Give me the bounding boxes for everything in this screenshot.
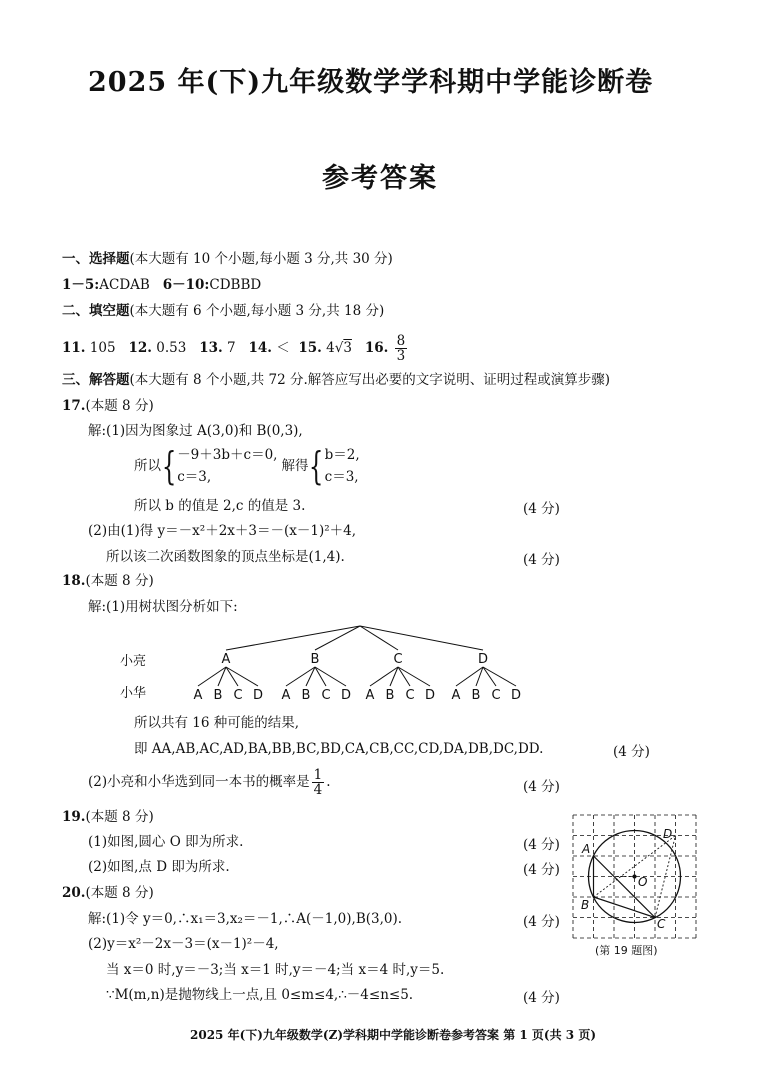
- q20-header: [62, 884, 154, 902]
- tree-parent-d: D: [477, 652, 489, 667]
- tree-child: C: [233, 688, 243, 703]
- document-title: 2025 年(下)九年级数学学科期中学能诊断卷: [88, 67, 654, 98]
- fill-num-11: 11.: [62, 340, 86, 356]
- tree-parent-c: C: [393, 652, 403, 667]
- label-c: C: [657, 917, 666, 931]
- q17-eq2: c＝3,: [177, 469, 212, 485]
- q20-score1: (4 分): [523, 914, 560, 930]
- q17-sol2: c＝3,: [324, 469, 359, 485]
- tree-lines: [198, 626, 516, 686]
- left-brace-icon: {: [309, 444, 324, 488]
- tree-child: A: [451, 688, 461, 703]
- label-a: A: [582, 842, 591, 856]
- q20-score2: (4 分): [523, 990, 560, 1006]
- answers-1-5: ACDAB: [99, 277, 150, 293]
- q19-points: (本题 8 分): [85, 809, 154, 825]
- q18-line3: 即 AA,AB,AC,AD,BA,BB,BC,BD,CA,CB,CC,CD,DA,DB,DC,DD.: [134, 741, 544, 757]
- tree-child: D: [424, 688, 436, 703]
- q17-points: (本题 8 分): [85, 398, 154, 414]
- fill-ans-12: 0.53: [156, 340, 187, 356]
- label-o: O: [638, 875, 648, 889]
- q18-score2: (4 分): [523, 779, 560, 795]
- tree-row1-label: 小亮: [120, 654, 147, 669]
- fill-num-12: 12.: [128, 340, 152, 356]
- q18-line2: 所以共有 16 种可能的结果,: [134, 715, 300, 731]
- section2-heading: 二、填空题: [62, 303, 130, 319]
- q19-number: 19.: [62, 809, 86, 825]
- q18-number: 18.: [62, 573, 86, 589]
- section1-answers: [62, 276, 261, 294]
- q18-points: (本题 8 分): [85, 573, 154, 589]
- q19-line2: (2)如图,点 D 即为所求.: [88, 859, 230, 875]
- q18-line4-end: .: [326, 774, 331, 790]
- section1-note: (本大题有 10 个小题,每小题 3 分,共 30 分): [129, 251, 393, 267]
- tree-children: [194, 688, 521, 703]
- q20-line1: 解:(1)令 y＝0,∴x₁＝3,x₂＝－1,∴A(－1,0),B(3,0).: [88, 911, 403, 927]
- tree-child: A: [281, 688, 291, 703]
- q17-header: [62, 397, 154, 415]
- tree-child: B: [213, 688, 223, 703]
- tree-child: B: [471, 688, 481, 703]
- fill-ans-11: 105: [89, 340, 116, 356]
- q17-sol1: b＝2,: [324, 447, 360, 463]
- q20-line3: 当 x＝0 时,y＝－3;当 x＝1 时,y＝－4;当 x＝4 时,y＝5.: [106, 962, 445, 978]
- fill-ans-14: ＜: [276, 340, 290, 356]
- q19-figure: [570, 812, 700, 960]
- q17-line1: 解:(1)因为图象过 A(3,0)和 B(0,3),: [88, 423, 303, 439]
- q17-line3: 所以 b 的值是 2,c 的值是 3.: [134, 498, 306, 514]
- fill-ans-15: 4√3: [326, 340, 352, 356]
- fill-num-15: 15.: [298, 340, 322, 356]
- section3-heading: 三、解答题: [62, 372, 130, 388]
- left-brace-icon: {: [161, 444, 177, 488]
- section2-note: (本大题有 6 个小题,每小题 3 分,共 18 分): [129, 303, 385, 319]
- tree-parent-a: A: [221, 652, 231, 667]
- q17-solve: 解得: [281, 458, 309, 474]
- q17-eq1: －9＋3b＋c＝0,: [177, 447, 278, 463]
- tree-diagram: [120, 620, 540, 705]
- fraction-numerator: 1: [313, 766, 323, 783]
- q17-system-1: [177, 444, 277, 488]
- tree-child: C: [491, 688, 501, 703]
- center-point: [633, 875, 637, 879]
- q20-line2: (2)y＝x²－2x－3＝(x－1)²－4,: [88, 936, 279, 952]
- q17-system-2: [325, 444, 360, 488]
- tree-parent-b: B: [310, 652, 320, 667]
- q18-line4: [88, 764, 331, 800]
- q17-number: 17.: [62, 398, 86, 414]
- page-footer: 2025 年(下)九年级数学(Z)学科期中学能诊断卷参考答案 第 1 页(共 3 页): [190, 1028, 596, 1042]
- tree-child: A: [193, 688, 203, 703]
- q18-header: [62, 572, 154, 590]
- tree-child: B: [301, 688, 311, 703]
- document-subtitle: 参考答案: [322, 163, 438, 194]
- fill-num-16: 16.: [364, 340, 389, 356]
- tree-row2-label: 小华: [120, 686, 147, 701]
- fraction-denominator: 4: [313, 781, 323, 798]
- label-d: D: [663, 827, 673, 841]
- tree-child: A: [365, 688, 375, 703]
- fraction-numerator: 8: [396, 332, 406, 349]
- fill-ans-16-fraction: [395, 334, 408, 363]
- q17-so: 所以: [134, 458, 161, 474]
- section2-line: [62, 302, 384, 320]
- section3-note: (本大题有 8 个小题,共 72 分.解答应写出必要的文字说明、证明过程或演算步骤): [129, 372, 611, 388]
- answers-6-10-label: 6－10:: [162, 277, 210, 293]
- q20-points: (本题 8 分): [85, 885, 154, 901]
- fill-num-14: 14.: [248, 340, 272, 356]
- answers-6-10: CDBBD: [209, 277, 262, 293]
- answers-1-5-label: 1－5:: [62, 277, 100, 293]
- q20-number: 20.: [62, 885, 86, 901]
- tree-child: D: [510, 688, 522, 703]
- fill-ans-13: 7: [226, 340, 236, 356]
- figure-caption: (第 19 题图): [595, 944, 658, 957]
- q17-score2: (4 分): [523, 552, 560, 568]
- q17-line4: (2)由(1)得 y＝－x²＋2x＋3＝－(x－1)²＋4,: [88, 523, 357, 539]
- q18-score1: (4 分): [613, 744, 650, 760]
- fraction-denominator: 3: [396, 347, 406, 364]
- fill-num-13: 13.: [199, 340, 223, 356]
- tree-child: D: [340, 688, 352, 703]
- section3-line: [62, 371, 610, 389]
- tree-parents: [222, 652, 488, 667]
- q17-system: [134, 444, 360, 488]
- q17-score1: (4 分): [523, 501, 560, 517]
- section1-heading: 一、选择题: [62, 251, 130, 267]
- probability-fraction: [312, 768, 325, 797]
- q19-score1: (4 分): [523, 837, 560, 853]
- q19-header: [62, 808, 154, 826]
- section1-line: [62, 250, 393, 268]
- q19-score2: (4 分): [523, 862, 560, 878]
- tree-child: C: [321, 688, 331, 703]
- q17-line5: 所以该二次函数图象的顶点坐标是(1,4).: [106, 549, 345, 565]
- tree-child: C: [405, 688, 415, 703]
- section2-answers: [62, 330, 409, 366]
- q20-line4: ∵M(m,n)是抛物线上一点,且 0≤m≤4,∴－4≤n≤5.: [106, 987, 414, 1003]
- fill-ans-15-radicand: 3: [343, 340, 352, 356]
- tree-child: D: [252, 688, 264, 703]
- q18-line4-text: (2)小亮和小华选到同一本书的概率是: [88, 774, 310, 790]
- fill-ans-15-coef: 4: [326, 340, 335, 356]
- q18-line1: 解:(1)用树状图分析如下:: [88, 599, 238, 615]
- label-b: B: [581, 898, 590, 912]
- tree-child: B: [385, 688, 395, 703]
- q19-line1: (1)如图,圆心 O 即为所求.: [88, 834, 244, 850]
